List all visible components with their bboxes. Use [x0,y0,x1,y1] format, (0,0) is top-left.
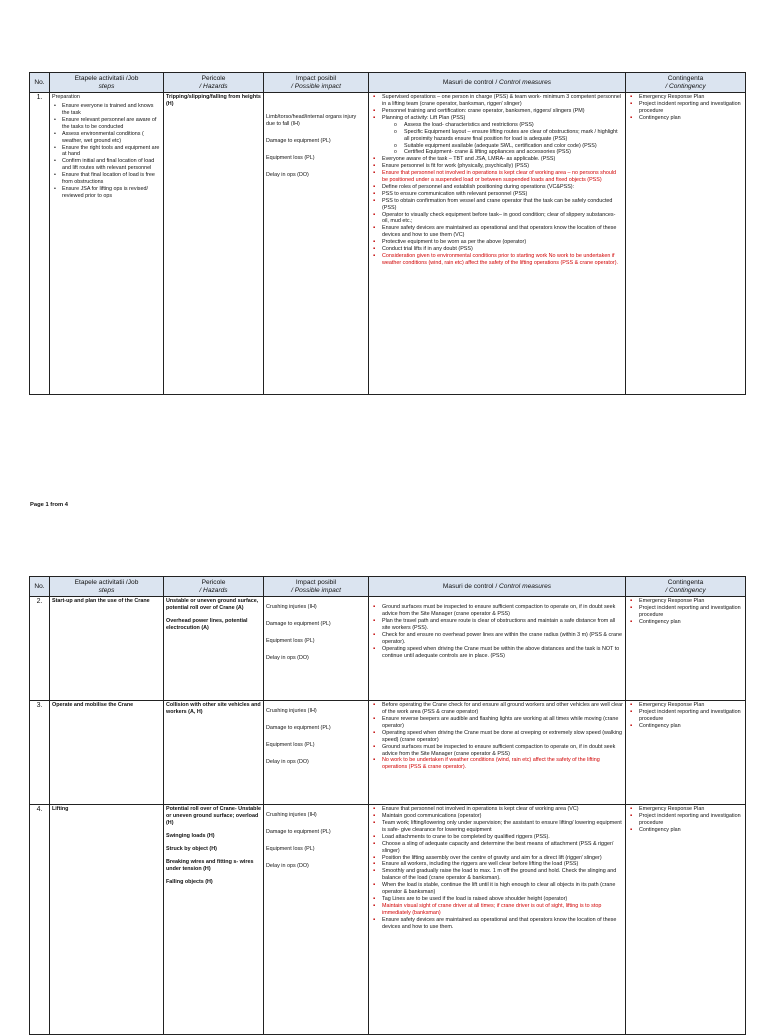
job-step-cell [50,701,164,805]
control-measure-text: Ensure that personnel not involved in operations is kept clear of working area – no persons should be positioned under a suspended load or between suspended loads and fixed objects (PSS) [382,170,617,184]
list-item: ▪ Project incident reporting and investigation procedure [628,709,743,723]
impact-item: Crushing injuries (IH) [266,604,317,611]
control-measure [371,757,623,771]
impact-item: Damage to equipment (PL) [266,621,331,628]
control-measure-text: Check for and ensure no overhead power lines are within the crane radius (within 3 m) (PSS & crane operator). [382,631,623,645]
control-measure [371,646,623,660]
list-item: ▪ Emergency Response Plan [628,702,743,709]
control-sub-measure: o Certified Equipment- crane & lifting appliances and accessories (PSS) [382,149,623,156]
control-measure-text: Operator to visually check equipment before task– in good condition; clear of slippery substances- oil, mud etc.; [382,211,616,225]
impact-item: Damage to equipment (PL) [266,725,331,732]
header-hazards: Pericole / Hazards [164,73,264,93]
page-footer: Page 1 from 4 [30,502,69,508]
table-row [30,597,746,701]
list-item: ▪ Project incident reporting and investigation procedure [628,101,743,115]
list-item: • Confirm initial and final location of load and lift routes with relevant personnel [52,158,161,172]
control-measure [371,191,623,198]
hazard-item: Tripping/slipping/falling from heights (H) [166,94,261,108]
list-item: • Ensure JSA for lifting ops is revised/ reviewed prior to ops [52,186,161,200]
header-no: No. [30,73,50,93]
risk-table-page-1 [29,72,746,395]
control-measure [371,820,623,834]
impact-item: Equipment loss (PL) [266,845,315,852]
control-measure-text: Define roles of personnel and establish positioning during operations (VC&PSS): [382,183,575,190]
control-measure-text: Ground surfaces must be inspected to ensure sufficient compaction to operate on, if in doubt seek advice from the Site Manager (crane operator & PSS) [382,743,616,757]
list-item: ▪ Contingency plan [628,723,743,730]
control-measure [371,94,623,108]
control-measure [371,212,623,226]
control-measure [371,604,623,618]
job-step-cell [50,93,164,395]
control-measure [371,618,623,632]
table-header-row [30,73,746,93]
job-step-cell [50,805,164,1035]
control-measure-text: Ensure safety devices are maintained as operational and that operators know the location of these devices and how to use them. [382,916,617,930]
header-control-measures: Masuri de control / Control measures [369,73,626,93]
control-sub-measure: o Specific Equipment layout – ensure lifting routes are clear of obstructions; mark / highlight all proximity hazards ensure final position for load is adequate (PSS) [382,129,623,143]
control-measure-text: Ensure personnel is fit for work (physically, psychically) (PSS) [382,163,529,170]
list-item: ▪ Contingency plan [628,827,743,834]
impact-item: Delay in ops (DO) [266,758,309,765]
table-row [30,93,746,395]
row-number: 1. [30,93,50,395]
list-item: • Assess environmental conditions ( weather, wet ground etc) [52,131,161,145]
list-item: ▪ Emergency Response Plan [628,598,743,605]
control-measure-text: Choose a sling of adequate capacity and determine the best means of attachment (PSS & rigger/ slinger) [382,840,614,854]
list-item: • Ensure that final location of load is free from obstructions [52,172,161,186]
row-number: 4. [30,805,50,1035]
control-measure-text: Maintain visual sight of crane driver at all times; if crane driver is out of sight, lifting is to stop immediately (banksman) [382,902,602,916]
control-measure-text: No work to be undertaken if weather conditions (wind, rain etc) affect the safety of the lifting operations (PSS & crane operator). [382,757,600,771]
impact-item: Equipment loss (PL) [266,154,315,161]
control-measure [371,108,623,115]
header-impact: Impact posibil / Possible impact [264,577,369,597]
job-step-title: Start-up and plan the use of the Crane [52,598,150,605]
job-step-bullets [52,103,161,200]
impact-cell [264,93,369,395]
control-measure-text: Planning of activity: Lift Plan (PSS) [382,114,466,121]
control-measure-text: Team work; lifting/lowering only under supervision; the assistant to ensure lifting/ lowering equipment is safe- give clearance for lowering equipment [382,819,622,833]
control-measure-text: When the load is stable, continue the lift until it is high enough to clear all objects in its path (crane operator & banksman) [382,882,616,896]
hazard-item: Breaking wires and fitting s- wires under tension (H) [166,858,254,872]
impact-item: Limb/torso/head/internal organs injury due to fall (IH) [266,114,357,128]
control-measure [371,632,623,646]
hazard-item: Potential roll over of Crane- Unstable or uneven ground surface; overload (H) [166,806,261,826]
control-sub-measure: o Suitable equipment available (adequate SWL, certification and color code) (PSS) [382,143,623,150]
control-measure-text: Operating speed when driving the Crane must be done at creeping or extremely slow speed (walking speed) (crane operator) [382,729,623,743]
header-job-steps: Etapele activitatii /Job steps [50,577,164,597]
control-measure [371,246,623,253]
control-measure [371,115,623,156]
measures-cell [369,701,626,805]
control-measure-text: Tag Lines are to be used if the load is raised above shoulder height (operator) [382,895,568,902]
control-measure-text: Ensure safety devices are maintained as operational and that operators know the location of these devices and how to use them (VC) [382,225,617,239]
impact-cell [264,597,369,701]
control-measure-text: Ensure all workers, including the riggers are well clear before lifting the load (PSS) [382,861,579,868]
job-step-title: Lifting [52,806,69,813]
control-measure-text: Consideration given to environmental conditions prior to starting work No work to be undertaken if weather conditions (wind, rain etc) affect the safety of the lifting operations (PSS & crane operator). [382,253,619,266]
measures-cell [369,805,626,1035]
control-measure [371,744,623,758]
control-measure-text: Before operating the Crane check for and ensure all ground workers and other vehicles are well clear of the work area (PSS & crane operator) [382,702,623,716]
control-measure [371,855,623,862]
control-measure [371,917,623,931]
control-measure [371,170,623,184]
header-impact: Impact posibil / Possible impact [264,73,369,93]
table-header-row [30,577,746,597]
impact-item: Damage to equipment (PL) [266,829,331,836]
header-control-measures: Masuri de control / Control measures [369,577,626,597]
contingency-cell [626,93,746,395]
impact-item: Delay in ops (DO) [266,654,309,661]
risk-table-page-2 [29,576,746,1035]
control-measure [371,813,623,820]
control-measure [371,903,623,917]
control-measure [371,716,623,730]
control-measure-text: Operating speed when driving the Crane must be within the above distances and the task is NOT to continue until adequate controls are in place. (PSS) [382,645,620,659]
control-measure-text: Smoothly and gradually raise the load to max. 1 m off the ground and hold. Check the slinging and balance of the load (crane operator & banksman). [382,868,617,882]
control-measure [371,239,623,246]
control-measure-text: Load attachments to crane to be completed by qualified riggers (PSS). [382,833,550,840]
impact-item: Delay in ops (DO) [266,862,309,869]
control-measure-text: Conduct trial lifts if in any doubt (PSS) [382,246,473,253]
row-number: 3. [30,701,50,805]
table-row [30,701,746,805]
control-measure [371,896,623,903]
control-measure [371,806,623,813]
table-row [30,805,746,1035]
list-item: ▪ Emergency Response Plan [628,806,743,813]
header-hazards: Pericole / Hazards [164,577,264,597]
hazards-cell [164,701,264,805]
control-measure-text: Plan the travel path and ensure route is clear of obstructions and maintain a safe distance from all site workers (PSS). [382,617,616,631]
control-measure [371,841,623,855]
row-number: 2. [30,597,50,701]
control-measure-text: Position the lifting assembly over the centre of gravity and aim for a direct lift (rigger/ slinger) [382,854,602,861]
hazards-cell [164,93,264,395]
hazard-item: Swinging loads (H) [166,832,215,839]
hazard-item: Unstable or uneven ground surface, potential roll over of Crane (A) [166,598,259,612]
impact-item: Damage to equipment (PL) [266,137,331,144]
list-item: ▪ Project incident reporting and investigation procedure [628,813,743,827]
hazard-item: Struck by object (H) [166,845,217,852]
impact-item: Delay in ops (DO) [266,171,309,178]
contingency-cell [626,597,746,701]
impact-item: Crushing injuries (IH) [266,812,317,819]
list-item: ▪ Project incident reporting and investigation procedure [628,605,743,619]
job-step-title: Preparation [52,94,80,101]
list-item: ▪ Contingency plan [628,619,743,626]
header-no: No. [30,577,50,597]
control-measure-text: Ensure reverse beepers are audible and flashing lights are working at all times while moving (crane operator) [382,715,619,729]
job-step-title: Operate and mobilise the Crane [52,702,134,709]
control-measure [371,198,623,212]
header-job-steps: Etapele activitatii /Job steps [50,73,164,93]
control-measure [371,868,623,882]
contingency-cell [626,701,746,805]
control-sub-measure: o Assess the load- characteristics and restrictions (PSS) [382,122,623,129]
control-measure [371,156,623,163]
impact-cell [264,701,369,805]
hazard-item: Falling objects (H) [166,878,213,885]
control-measure-text: Supervised operations – one person in charge (PSS) & team work- minimum 3 competent personnel in a lifting team (crane operator, banksman, rigger/ slinger) [382,94,622,108]
control-measure [371,730,623,744]
control-measure [371,163,623,170]
hazards-cell [164,805,264,1035]
control-measure [371,861,623,868]
hazards-cell [164,597,264,701]
header-contingency: Contingenta / Contingency [626,73,746,93]
job-step-cell [50,597,164,701]
impact-item: Equipment loss (PL) [266,741,315,748]
control-measure [371,184,623,191]
impact-item: Equipment loss (PL) [266,637,315,644]
hazard-item: Collision with other site vehicles and workers (A, H) [166,702,261,716]
control-measure-text: Ensure that personnel not involved in operations is kept clear of working area (VC) [382,806,579,813]
control-measure-text: PSS to ensure communication with relevant personnel (PSS) [382,190,528,197]
control-measure-text: Personnel training and certification: crane operator, banksmen, riggers/ slingers (PM) [382,107,585,114]
header-contingency: Contingenta / Contingency [626,577,746,597]
control-measure [371,834,623,841]
list-item: • Ensure the right tools and equipment are at hand [52,145,161,159]
list-item: • Ensure everyone is trained and knows the task [52,103,161,117]
measures-cell [369,93,626,395]
control-measure-text: Ground surfaces must be inspected to ensure sufficient compaction to operate on, if in doubt seek advice from the Site Manager (crane operator & PSS) [382,604,616,618]
control-measure-text: Everyone aware of the task – TBT and JSA, LMRA- as applicable. (PSS) [382,156,556,163]
control-measure [371,225,623,239]
control-measure-text: Protective equipment to be worn as per the above (operator) [382,239,527,246]
hazard-item: Overhead power lines, potential electrocution (A) [166,617,248,631]
control-measure-text: Maintain good communications (operator) [382,813,482,820]
list-item: ▪ Emergency Response Plan [628,94,743,101]
measures-cell [369,597,626,701]
impact-item: Crushing injuries (IH) [266,708,317,715]
impact-cell [264,805,369,1035]
contingency-cell [626,805,746,1035]
control-measure [371,253,623,267]
control-measure-text: PSS to obtain confirmation from vessel and crane operator that the task can be safely conducted (PSS) [382,197,613,211]
list-item: • Ensure relevant personnel are aware of the tasks to be conducted [52,117,161,131]
list-item: ▪ Contingency plan [628,115,743,122]
control-measure [371,882,623,896]
control-measure [371,702,623,716]
